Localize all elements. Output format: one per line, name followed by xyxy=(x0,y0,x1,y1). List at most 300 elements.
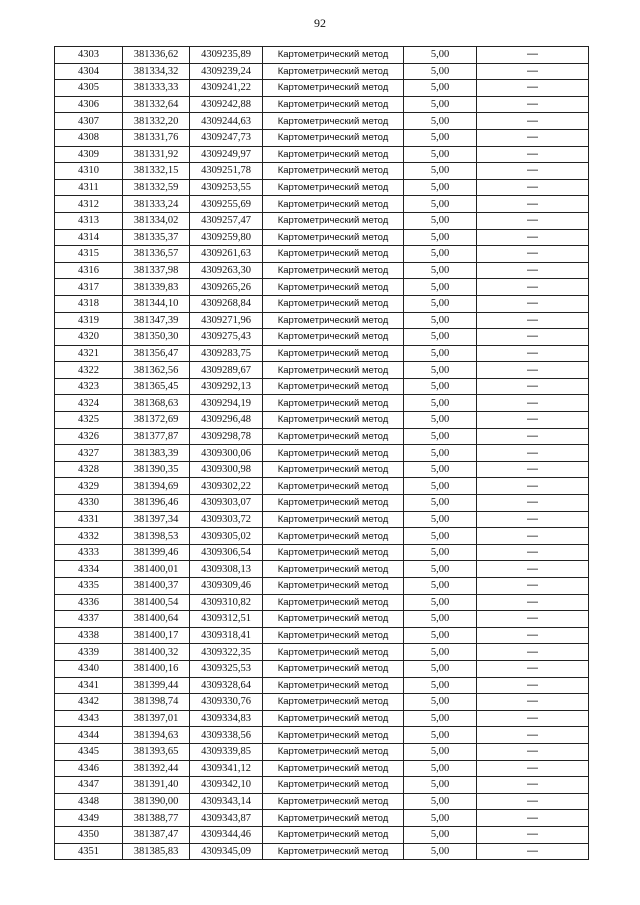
point-number-cell: 4317 xyxy=(55,279,123,296)
description-cell: — xyxy=(477,345,589,362)
method-cell: Картометрический метод xyxy=(263,760,404,777)
y-coordinate-cell: 4309263,30 xyxy=(190,262,263,279)
x-coordinate-cell: 381372,69 xyxy=(123,412,190,429)
point-number-cell: 4322 xyxy=(55,362,123,379)
point-number-cell: 4344 xyxy=(55,727,123,744)
point-number-cell: 4333 xyxy=(55,544,123,561)
table-row xyxy=(55,528,589,545)
x-coordinate-cell: 381398,74 xyxy=(123,694,190,711)
method-cell: Картометрический метод xyxy=(263,412,404,429)
method-cell: Картометрический метод xyxy=(263,279,404,296)
description-cell: — xyxy=(477,412,589,429)
y-coordinate-cell: 4309292,13 xyxy=(190,378,263,395)
y-coordinate-cell: 4309342,10 xyxy=(190,777,263,794)
x-coordinate-cell: 381400,37 xyxy=(123,578,190,595)
y-coordinate-cell: 4309308,13 xyxy=(190,561,263,578)
method-cell: Картометрический метод xyxy=(263,262,404,279)
x-coordinate-cell: 381393,65 xyxy=(123,743,190,760)
y-coordinate-cell: 4309343,14 xyxy=(190,793,263,810)
accuracy-cell: 5,00 xyxy=(404,163,477,180)
x-coordinate-cell: 381394,63 xyxy=(123,727,190,744)
point-number-cell: 4315 xyxy=(55,246,123,263)
y-coordinate-cell: 4309341,12 xyxy=(190,760,263,777)
point-number-cell: 4351 xyxy=(55,843,123,860)
method-cell: Картометрический метод xyxy=(263,710,404,727)
table-row xyxy=(55,677,589,694)
point-number-cell: 4326 xyxy=(55,428,123,445)
point-number-cell: 4320 xyxy=(55,329,123,346)
page-number: 92 xyxy=(314,16,326,30)
method-cell: Картометрический метод xyxy=(263,826,404,843)
method-cell: Картометрический метод xyxy=(263,80,404,97)
table-row xyxy=(55,279,589,296)
x-coordinate-cell: 381337,98 xyxy=(123,262,190,279)
x-coordinate-cell: 381394,69 xyxy=(123,478,190,495)
y-coordinate-cell: 4309300,98 xyxy=(190,461,263,478)
x-coordinate-cell: 381332,59 xyxy=(123,179,190,196)
x-coordinate-cell: 381332,20 xyxy=(123,113,190,130)
point-number-cell: 4337 xyxy=(55,611,123,628)
table-row xyxy=(55,611,589,628)
description-cell: — xyxy=(477,760,589,777)
y-coordinate-cell: 4309309,46 xyxy=(190,578,263,595)
table-row xyxy=(55,146,589,163)
description-cell: — xyxy=(477,594,589,611)
description-cell: — xyxy=(477,644,589,661)
y-coordinate-cell: 4309241,22 xyxy=(190,80,263,97)
accuracy-cell: 5,00 xyxy=(404,478,477,495)
x-coordinate-cell: 381400,64 xyxy=(123,611,190,628)
accuracy-cell: 5,00 xyxy=(404,793,477,810)
point-number-cell: 4305 xyxy=(55,80,123,97)
y-coordinate-cell: 4309345,09 xyxy=(190,843,263,860)
x-coordinate-cell: 381344,10 xyxy=(123,295,190,312)
table-row xyxy=(55,760,589,777)
table-row xyxy=(55,412,589,429)
description-cell: — xyxy=(477,212,589,229)
table-row xyxy=(55,743,589,760)
accuracy-cell: 5,00 xyxy=(404,279,477,296)
point-number-cell: 4316 xyxy=(55,262,123,279)
accuracy-cell: 5,00 xyxy=(404,826,477,843)
y-coordinate-cell: 4309253,55 xyxy=(190,179,263,196)
x-coordinate-cell: 381356,47 xyxy=(123,345,190,362)
y-coordinate-cell: 4309275,43 xyxy=(190,329,263,346)
y-coordinate-cell: 4309296,48 xyxy=(190,412,263,429)
method-cell: Картометрический метод xyxy=(263,843,404,860)
accuracy-cell: 5,00 xyxy=(404,312,477,329)
point-number-cell: 4339 xyxy=(55,644,123,661)
x-coordinate-cell: 381331,76 xyxy=(123,129,190,146)
point-number-cell: 4310 xyxy=(55,163,123,180)
point-number-cell: 4343 xyxy=(55,710,123,727)
y-coordinate-cell: 4309247,73 xyxy=(190,129,263,146)
point-number-cell: 4342 xyxy=(55,694,123,711)
description-cell: — xyxy=(477,694,589,711)
accuracy-cell: 5,00 xyxy=(404,677,477,694)
x-coordinate-cell: 381399,44 xyxy=(123,677,190,694)
point-number-cell: 4335 xyxy=(55,578,123,595)
method-cell: Картометрический метод xyxy=(263,644,404,661)
accuracy-cell: 5,00 xyxy=(404,843,477,860)
x-coordinate-cell: 381399,46 xyxy=(123,544,190,561)
y-coordinate-cell: 4309303,72 xyxy=(190,511,263,528)
point-number-cell: 4336 xyxy=(55,594,123,611)
table-row xyxy=(55,96,589,113)
x-coordinate-cell: 381334,32 xyxy=(123,63,190,80)
table-row xyxy=(55,810,589,827)
x-coordinate-cell: 381332,15 xyxy=(123,163,190,180)
accuracy-cell: 5,00 xyxy=(404,262,477,279)
y-coordinate-cell: 4309328,64 xyxy=(190,677,263,694)
description-cell: — xyxy=(477,179,589,196)
x-coordinate-cell: 381400,32 xyxy=(123,644,190,661)
y-coordinate-cell: 4309283,75 xyxy=(190,345,263,362)
method-cell: Картометрический метод xyxy=(263,129,404,146)
x-coordinate-cell: 381336,57 xyxy=(123,246,190,263)
description-cell: — xyxy=(477,113,589,130)
x-coordinate-cell: 381347,39 xyxy=(123,312,190,329)
y-coordinate-cell: 4309300,06 xyxy=(190,445,263,462)
method-cell: Картометрический метод xyxy=(263,578,404,595)
y-coordinate-cell: 4309330,76 xyxy=(190,694,263,711)
y-coordinate-cell: 4309343,87 xyxy=(190,810,263,827)
table-row xyxy=(55,627,589,644)
x-coordinate-cell: 381334,02 xyxy=(123,212,190,229)
description-cell: — xyxy=(477,561,589,578)
description-cell: — xyxy=(477,826,589,843)
method-cell: Картометрический метод xyxy=(263,660,404,677)
table-row xyxy=(55,710,589,727)
accuracy-cell: 5,00 xyxy=(404,196,477,213)
point-number-cell: 4319 xyxy=(55,312,123,329)
point-number-cell: 4309 xyxy=(55,146,123,163)
description-cell: — xyxy=(477,627,589,644)
point-number-cell: 4318 xyxy=(55,295,123,312)
method-cell: Картометрический метод xyxy=(263,362,404,379)
table-row xyxy=(55,212,589,229)
accuracy-cell: 5,00 xyxy=(404,212,477,229)
method-cell: Картометрический метод xyxy=(263,96,404,113)
table-body xyxy=(55,47,589,860)
method-cell: Картометрический метод xyxy=(263,478,404,495)
method-cell: Картометрический метод xyxy=(263,428,404,445)
method-cell: Картометрический метод xyxy=(263,312,404,329)
point-number-cell: 4334 xyxy=(55,561,123,578)
description-cell: — xyxy=(477,312,589,329)
accuracy-cell: 5,00 xyxy=(404,229,477,246)
description-cell: — xyxy=(477,611,589,628)
x-coordinate-cell: 381388,77 xyxy=(123,810,190,827)
y-coordinate-cell: 4309305,02 xyxy=(190,528,263,545)
method-cell: Картометрический метод xyxy=(263,395,404,412)
method-cell: Картометрический метод xyxy=(263,445,404,462)
x-coordinate-cell: 381336,62 xyxy=(123,47,190,64)
table-row xyxy=(55,826,589,843)
description-cell: — xyxy=(477,528,589,545)
method-cell: Картометрический метод xyxy=(263,378,404,395)
accuracy-cell: 5,00 xyxy=(404,345,477,362)
x-coordinate-cell: 381332,64 xyxy=(123,96,190,113)
point-number-cell: 4331 xyxy=(55,511,123,528)
y-coordinate-cell: 4309344,46 xyxy=(190,826,263,843)
method-cell: Картометрический метод xyxy=(263,743,404,760)
point-number-cell: 4345 xyxy=(55,743,123,760)
method-cell: Картометрический метод xyxy=(263,113,404,130)
x-coordinate-cell: 381400,16 xyxy=(123,660,190,677)
point-number-cell: 4349 xyxy=(55,810,123,827)
point-number-cell: 4308 xyxy=(55,129,123,146)
table-row xyxy=(55,63,589,80)
x-coordinate-cell: 381350,30 xyxy=(123,329,190,346)
accuracy-cell: 5,00 xyxy=(404,395,477,412)
description-cell: — xyxy=(477,229,589,246)
x-coordinate-cell: 381392,44 xyxy=(123,760,190,777)
description-cell: — xyxy=(477,660,589,677)
x-coordinate-cell: 381397,01 xyxy=(123,710,190,727)
method-cell: Картометрический метод xyxy=(263,544,404,561)
y-coordinate-cell: 4309271,96 xyxy=(190,312,263,329)
description-cell: — xyxy=(477,80,589,97)
y-coordinate-cell: 4309302,22 xyxy=(190,478,263,495)
point-number-cell: 4325 xyxy=(55,412,123,429)
accuracy-cell: 5,00 xyxy=(404,329,477,346)
table-row xyxy=(55,660,589,677)
accuracy-cell: 5,00 xyxy=(404,412,477,429)
description-cell: — xyxy=(477,793,589,810)
description-cell: — xyxy=(477,329,589,346)
method-cell: Картометрический метод xyxy=(263,196,404,213)
method-cell: Картометрический метод xyxy=(263,146,404,163)
y-coordinate-cell: 4309268,84 xyxy=(190,295,263,312)
accuracy-cell: 5,00 xyxy=(404,743,477,760)
point-number-cell: 4341 xyxy=(55,677,123,694)
x-coordinate-cell: 381333,33 xyxy=(123,80,190,97)
x-coordinate-cell: 381400,17 xyxy=(123,627,190,644)
accuracy-cell: 5,00 xyxy=(404,428,477,445)
method-cell: Картометрический метод xyxy=(263,627,404,644)
method-cell: Картометрический метод xyxy=(263,677,404,694)
method-cell: Картометрический метод xyxy=(263,511,404,528)
accuracy-cell: 5,00 xyxy=(404,627,477,644)
table-row xyxy=(55,428,589,445)
y-coordinate-cell: 4309294,19 xyxy=(190,395,263,412)
description-cell: — xyxy=(477,63,589,80)
y-coordinate-cell: 4309312,51 xyxy=(190,611,263,628)
accuracy-cell: 5,00 xyxy=(404,295,477,312)
accuracy-cell: 5,00 xyxy=(404,461,477,478)
description-cell: — xyxy=(477,677,589,694)
table-row xyxy=(55,445,589,462)
description-cell: — xyxy=(477,96,589,113)
point-number-cell: 4307 xyxy=(55,113,123,130)
accuracy-cell: 5,00 xyxy=(404,561,477,578)
point-number-cell: 4304 xyxy=(55,63,123,80)
table-row xyxy=(55,113,589,130)
description-cell: — xyxy=(477,511,589,528)
x-coordinate-cell: 381377,87 xyxy=(123,428,190,445)
accuracy-cell: 5,00 xyxy=(404,129,477,146)
y-coordinate-cell: 4309325,53 xyxy=(190,660,263,677)
method-cell: Картометрический метод xyxy=(263,727,404,744)
y-coordinate-cell: 4309303,07 xyxy=(190,495,263,512)
point-number-cell: 4314 xyxy=(55,229,123,246)
table-row xyxy=(55,246,589,263)
accuracy-cell: 5,00 xyxy=(404,594,477,611)
description-cell: — xyxy=(477,279,589,296)
point-number-cell: 4348 xyxy=(55,793,123,810)
accuracy-cell: 5,00 xyxy=(404,146,477,163)
table-row xyxy=(55,362,589,379)
method-cell: Картометрический метод xyxy=(263,461,404,478)
method-cell: Картометрический метод xyxy=(263,63,404,80)
method-cell: Картометрический метод xyxy=(263,163,404,180)
coordinates-table xyxy=(54,46,589,860)
y-coordinate-cell: 4309259,80 xyxy=(190,229,263,246)
description-cell: — xyxy=(477,163,589,180)
description-cell: — xyxy=(477,295,589,312)
method-cell: Картометрический метод xyxy=(263,246,404,263)
table-row xyxy=(55,461,589,478)
accuracy-cell: 5,00 xyxy=(404,80,477,97)
table-row xyxy=(55,777,589,794)
accuracy-cell: 5,00 xyxy=(404,644,477,661)
table-row xyxy=(55,229,589,246)
accuracy-cell: 5,00 xyxy=(404,810,477,827)
y-coordinate-cell: 4309257,47 xyxy=(190,212,263,229)
description-cell: — xyxy=(477,843,589,860)
point-number-cell: 4313 xyxy=(55,212,123,229)
x-coordinate-cell: 381365,45 xyxy=(123,378,190,395)
method-cell: Картометрический метод xyxy=(263,47,404,64)
description-cell: — xyxy=(477,710,589,727)
point-number-cell: 4329 xyxy=(55,478,123,495)
y-coordinate-cell: 4309318,41 xyxy=(190,627,263,644)
accuracy-cell: 5,00 xyxy=(404,246,477,263)
table-row xyxy=(55,295,589,312)
table-row xyxy=(55,694,589,711)
y-coordinate-cell: 4309239,24 xyxy=(190,63,263,80)
y-coordinate-cell: 4309338,56 xyxy=(190,727,263,744)
accuracy-cell: 5,00 xyxy=(404,611,477,628)
point-number-cell: 4327 xyxy=(55,445,123,462)
description-cell: — xyxy=(477,146,589,163)
accuracy-cell: 5,00 xyxy=(404,96,477,113)
table-row xyxy=(55,345,589,362)
accuracy-cell: 5,00 xyxy=(404,445,477,462)
table-row xyxy=(55,727,589,744)
x-coordinate-cell: 381391,40 xyxy=(123,777,190,794)
table-row xyxy=(55,578,589,595)
y-coordinate-cell: 4309242,88 xyxy=(190,96,263,113)
point-number-cell: 4311 xyxy=(55,179,123,196)
x-coordinate-cell: 381339,83 xyxy=(123,279,190,296)
table-row xyxy=(55,511,589,528)
accuracy-cell: 5,00 xyxy=(404,362,477,379)
description-cell: — xyxy=(477,428,589,445)
table-row xyxy=(55,163,589,180)
x-coordinate-cell: 381383,39 xyxy=(123,445,190,462)
method-cell: Картометрический метод xyxy=(263,179,404,196)
method-cell: Картометрический метод xyxy=(263,611,404,628)
x-coordinate-cell: 381333,24 xyxy=(123,196,190,213)
description-cell: — xyxy=(477,810,589,827)
method-cell: Картометрический метод xyxy=(263,212,404,229)
table-row xyxy=(55,544,589,561)
method-cell: Картометрический метод xyxy=(263,528,404,545)
y-coordinate-cell: 4309265,26 xyxy=(190,279,263,296)
table-row xyxy=(55,594,589,611)
x-coordinate-cell: 381398,53 xyxy=(123,528,190,545)
point-number-cell: 4312 xyxy=(55,196,123,213)
table-row xyxy=(55,312,589,329)
table-row xyxy=(55,644,589,661)
accuracy-cell: 5,00 xyxy=(404,578,477,595)
accuracy-cell: 5,00 xyxy=(404,495,477,512)
y-coordinate-cell: 4309310,82 xyxy=(190,594,263,611)
table-row xyxy=(55,495,589,512)
x-coordinate-cell: 381362,56 xyxy=(123,362,190,379)
y-coordinate-cell: 4309261,63 xyxy=(190,246,263,263)
description-cell: — xyxy=(477,578,589,595)
point-number-cell: 4338 xyxy=(55,627,123,644)
point-number-cell: 4324 xyxy=(55,395,123,412)
x-coordinate-cell: 381396,46 xyxy=(123,495,190,512)
y-coordinate-cell: 4309244,63 xyxy=(190,113,263,130)
table-row xyxy=(55,129,589,146)
point-number-cell: 4347 xyxy=(55,777,123,794)
point-number-cell: 4321 xyxy=(55,345,123,362)
y-coordinate-cell: 4309251,78 xyxy=(190,163,263,180)
x-coordinate-cell: 381385,83 xyxy=(123,843,190,860)
table-row xyxy=(55,47,589,64)
x-coordinate-cell: 381400,54 xyxy=(123,594,190,611)
point-number-cell: 4340 xyxy=(55,660,123,677)
accuracy-cell: 5,00 xyxy=(404,63,477,80)
table-row xyxy=(55,395,589,412)
description-cell: — xyxy=(477,362,589,379)
accuracy-cell: 5,00 xyxy=(404,760,477,777)
point-number-cell: 4323 xyxy=(55,378,123,395)
method-cell: Картометрический метод xyxy=(263,229,404,246)
y-coordinate-cell: 4309235,89 xyxy=(190,47,263,64)
y-coordinate-cell: 4309306,54 xyxy=(190,544,263,561)
accuracy-cell: 5,00 xyxy=(404,511,477,528)
accuracy-cell: 5,00 xyxy=(404,378,477,395)
x-coordinate-cell: 381390,00 xyxy=(123,793,190,810)
y-coordinate-cell: 4309255,69 xyxy=(190,196,263,213)
table-row xyxy=(55,478,589,495)
point-number-cell: 4328 xyxy=(55,461,123,478)
y-coordinate-cell: 4309334,83 xyxy=(190,710,263,727)
method-cell: Картометрический метод xyxy=(263,810,404,827)
table-row xyxy=(55,561,589,578)
accuracy-cell: 5,00 xyxy=(404,544,477,561)
x-coordinate-cell: 381397,34 xyxy=(123,511,190,528)
x-coordinate-cell: 381331,92 xyxy=(123,146,190,163)
point-number-cell: 4350 xyxy=(55,826,123,843)
point-number-cell: 4346 xyxy=(55,760,123,777)
description-cell: — xyxy=(477,196,589,213)
table-row xyxy=(55,329,589,346)
method-cell: Картометрический метод xyxy=(263,495,404,512)
table-row xyxy=(55,196,589,213)
x-coordinate-cell: 381368,63 xyxy=(123,395,190,412)
accuracy-cell: 5,00 xyxy=(404,777,477,794)
method-cell: Картометрический метод xyxy=(263,295,404,312)
accuracy-cell: 5,00 xyxy=(404,694,477,711)
accuracy-cell: 5,00 xyxy=(404,179,477,196)
